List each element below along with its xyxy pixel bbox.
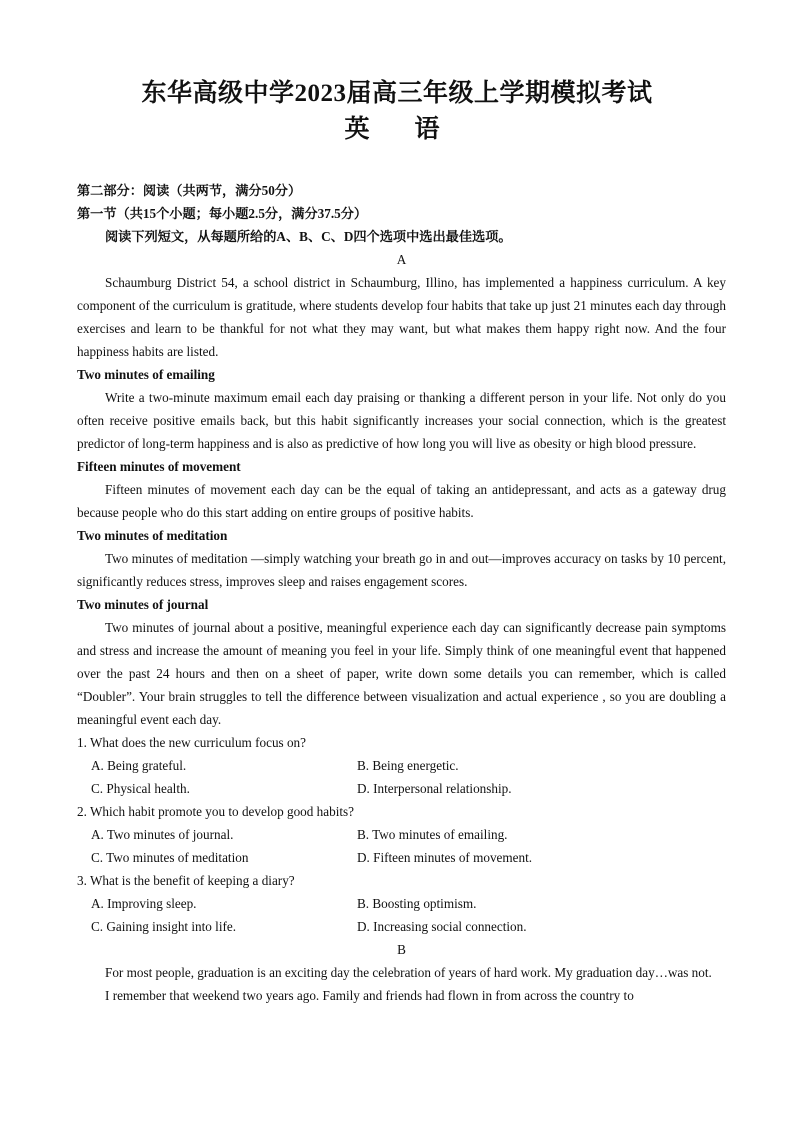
options-row — [77, 823, 726, 846]
options-row — [77, 846, 726, 869]
options-row — [77, 915, 726, 938]
subject-title: 英 语 — [344, 116, 450, 143]
question-stem: 2. Which habit promote you to develop good habits? — [77, 804, 355, 819]
option-a: A. Two minutes of journal. — [91, 827, 234, 842]
section-heading: 第一节（共15个小题；每小题2.5分，满分37.5分） — [77, 206, 368, 221]
option-d: D. Interpersonal relationship. — [357, 781, 512, 796]
option-d: D. Increasing social connection. — [357, 919, 527, 934]
option-b: B. Two minutes of emailing. — [357, 827, 508, 842]
passage-letter: A — [396, 252, 407, 267]
habit-heading: Two minutes of meditation — [77, 528, 228, 543]
habit-paragraph: Write a two-minute maximum email each day praising or thanking a different person in your life. Not only do you often receive positive emails back, but this habit significantly increases your social connection, which is the greatest predictor of long-term happiness and is also as predictive of how long you will live as obesity or high blood pressure. — [77, 390, 726, 451]
option-a: A. Improving sleep. — [91, 896, 197, 911]
options-row — [77, 754, 726, 777]
habit-heading: Two minutes of journal — [77, 597, 209, 612]
passage-letter: B — [397, 942, 406, 957]
option-b: B. Boosting optimism. — [357, 896, 477, 911]
passage-paragraph: I remember that weekend two years ago. Family and friends had flown in from across the country to — [105, 988, 634, 1003]
options-row — [77, 777, 726, 800]
habit-paragraph: Two minutes of meditation —simply watching your breath go in and out—improves accuracy on tasks by 10 percent, significantly reduces stress, improves sleep and raises engagement scores. — [77, 551, 726, 589]
habit-paragraph: Fifteen minutes of movement each day can be the equal of taking an antidepressant, and acts as a gateway drug because people who do this start adding on entire groups of positive habits. — [77, 482, 726, 520]
option-d: D. Fifteen minutes of movement. — [357, 850, 533, 865]
instruction: 阅读下列短文，从每题所给的A、B、C、D四个选项中选出最佳选项。 — [105, 229, 512, 244]
option-b: B. Being energetic. — [357, 758, 459, 773]
option-a: A. Being grateful. — [91, 758, 187, 773]
options-row — [77, 892, 726, 915]
option-c: C. Two minutes of meditation — [91, 850, 249, 865]
exam-title: 东华高级中学2023届高三年级上学期模拟考试 — [141, 80, 653, 107]
question-stem: 1. What does the new curriculum focus on? — [77, 735, 307, 750]
passage-paragraph: Schaumburg District 54, a school district in Schaumburg, Illino, has implemented a happiness curriculum. A key component of the curriculum is gratitude, where students develop four habits that take up just 21 minutes each day through exercises and learn to be thankful for not what they may want, but what makes them happy right now. And the four happiness habits are listed. — [77, 275, 726, 359]
option-c: C. Physical health. — [91, 781, 190, 796]
habit-paragraph: Two minutes of journal about a positive, meaningful experience each day can significantly decrease pain symptoms and stress and increase the amount of meaning you feel in your life. Simply think of one meaningful event that happened over the past 24 hours and then on a sheet of paper, write down some details you can remember, which is called “Doubler”. Your brain struggles to tell the difference between visualization and actual experience , so you are doubling a meaningful event each day. — [77, 620, 726, 727]
passage-paragraph: For most people, graduation is an exciting day the celebration of years of hard work. My graduation day…was not. — [105, 965, 712, 980]
habit-heading: Two minutes of emailing — [77, 367, 215, 382]
option-c: C. Gaining insight into life. — [91, 919, 237, 934]
habit-heading: Fifteen minutes of movement — [77, 459, 241, 474]
question-stem: 3. What is the benefit of keeping a diary? — [77, 873, 295, 888]
part-heading: 第二部分：阅读（共两节，满分50分） — [77, 183, 302, 198]
exam-content — [77, 179, 726, 1007]
